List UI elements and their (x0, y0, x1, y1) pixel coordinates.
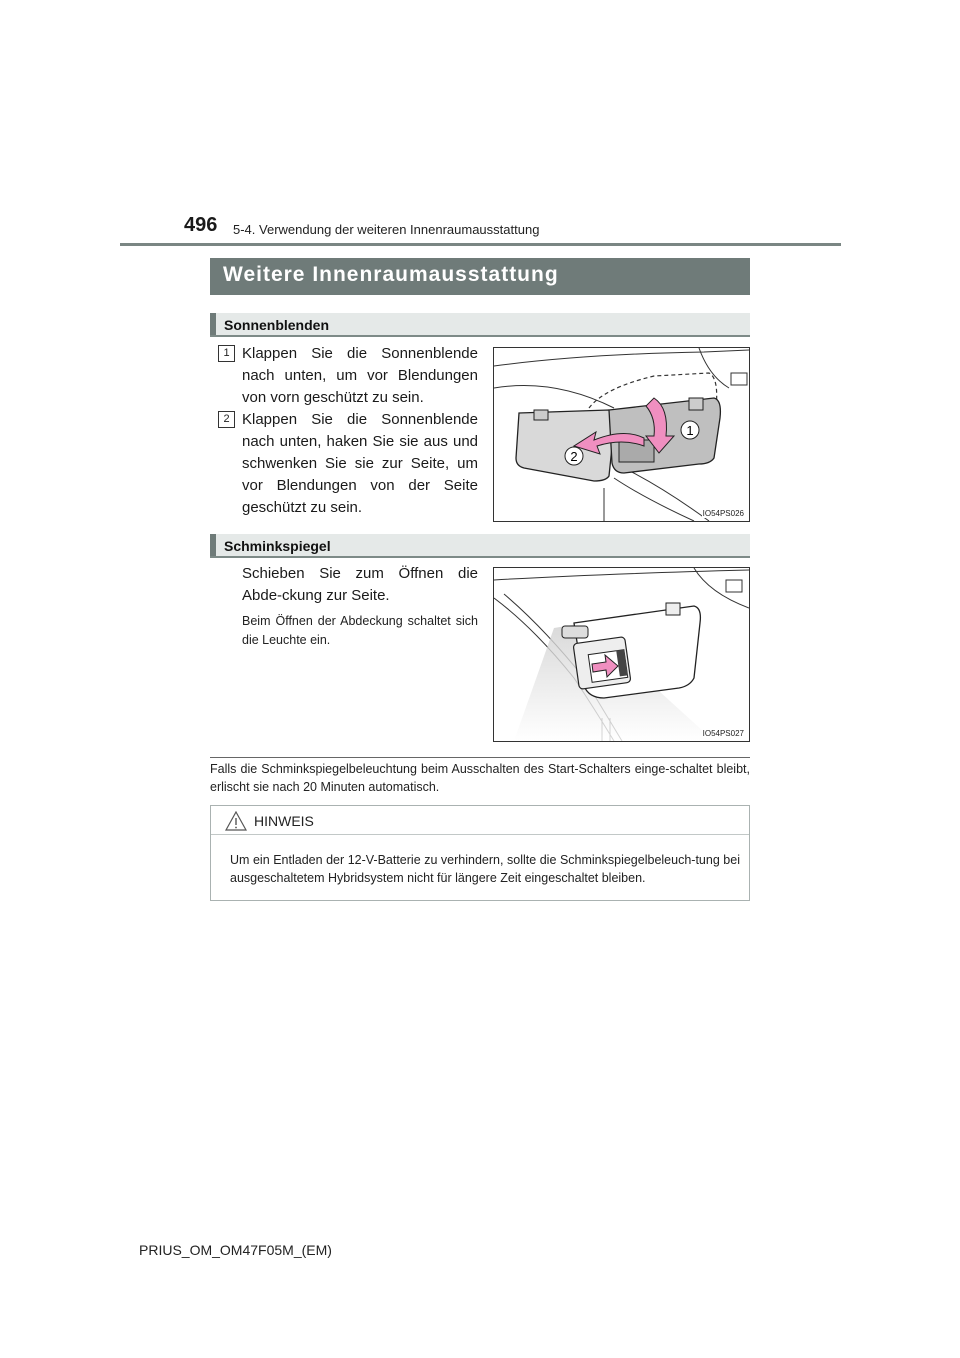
subheading-sun-visors (210, 313, 750, 337)
mirror-instruction-text: Schieben Sie zum Öffnen die Abde-ckung zur Seite. (242, 565, 478, 604)
callout-1: 1 (686, 423, 694, 438)
figure-code: IO54PS026 (702, 509, 744, 518)
vanity-mirror-illustration (493, 567, 750, 742)
section-title: Weitere Innenraumausstattung (210, 258, 750, 295)
subheading-vanity-mirror (210, 534, 750, 558)
callout-2: 2 (570, 449, 578, 464)
mirror-light-note: Beim Öffnen der Abdeckung schaltet sich die Leuchte ein. (242, 614, 478, 647)
sun-visor-illustration (493, 347, 750, 522)
sun-visor-drawing (494, 348, 749, 521)
step-number-1: 1 (218, 345, 235, 362)
step-number-2: 2 (218, 411, 235, 428)
figure-code: IO54PS027 (702, 729, 744, 738)
step-2-text: Klappen Sie die Sonnenblende nach unten, haken Sie sie aus und schwenken Sie sie zur Seite, um vor Blendungen von der Seite geschützt zu sein. (242, 411, 478, 516)
vanity-mirror-drawing (494, 568, 749, 741)
warning-triangle-icon (225, 811, 247, 831)
chapter-title: 5-4. Verwendung der weiteren Innenraumausstattung (233, 222, 540, 237)
document-code: PRIUS_OM_OM47F05M_(EM) (139, 1242, 332, 1258)
subheading-label: Sonnenblenden (224, 317, 329, 333)
notice-title: HINWEIS (254, 813, 314, 829)
info-rule (210, 757, 750, 758)
info-footnote: Falls die Schminkspiegelbeleuchtung beim Ausschalten des Start-Schalters einge-schaltet bleibt, erlischt sie nach 20 Minuten automatisch. (210, 762, 750, 794)
subheading-label: Schminkspiegel (224, 538, 331, 554)
page-number: 496 (184, 214, 218, 236)
header-rule (120, 243, 841, 246)
notice-text: Um ein Entladen der 12-V-Batterie zu verhindern, sollte die Schminkspiegelbeleuch-tung bei ausgeschaltetem Hybridsystem nicht für längere Zeit eingeschaltet bleiben. (230, 853, 740, 885)
notice-divider (211, 834, 749, 835)
step-1-text: Klappen Sie die Sonnenblende nach unten, um vor Blendungen von vorn geschützt zu sein. (242, 345, 478, 406)
